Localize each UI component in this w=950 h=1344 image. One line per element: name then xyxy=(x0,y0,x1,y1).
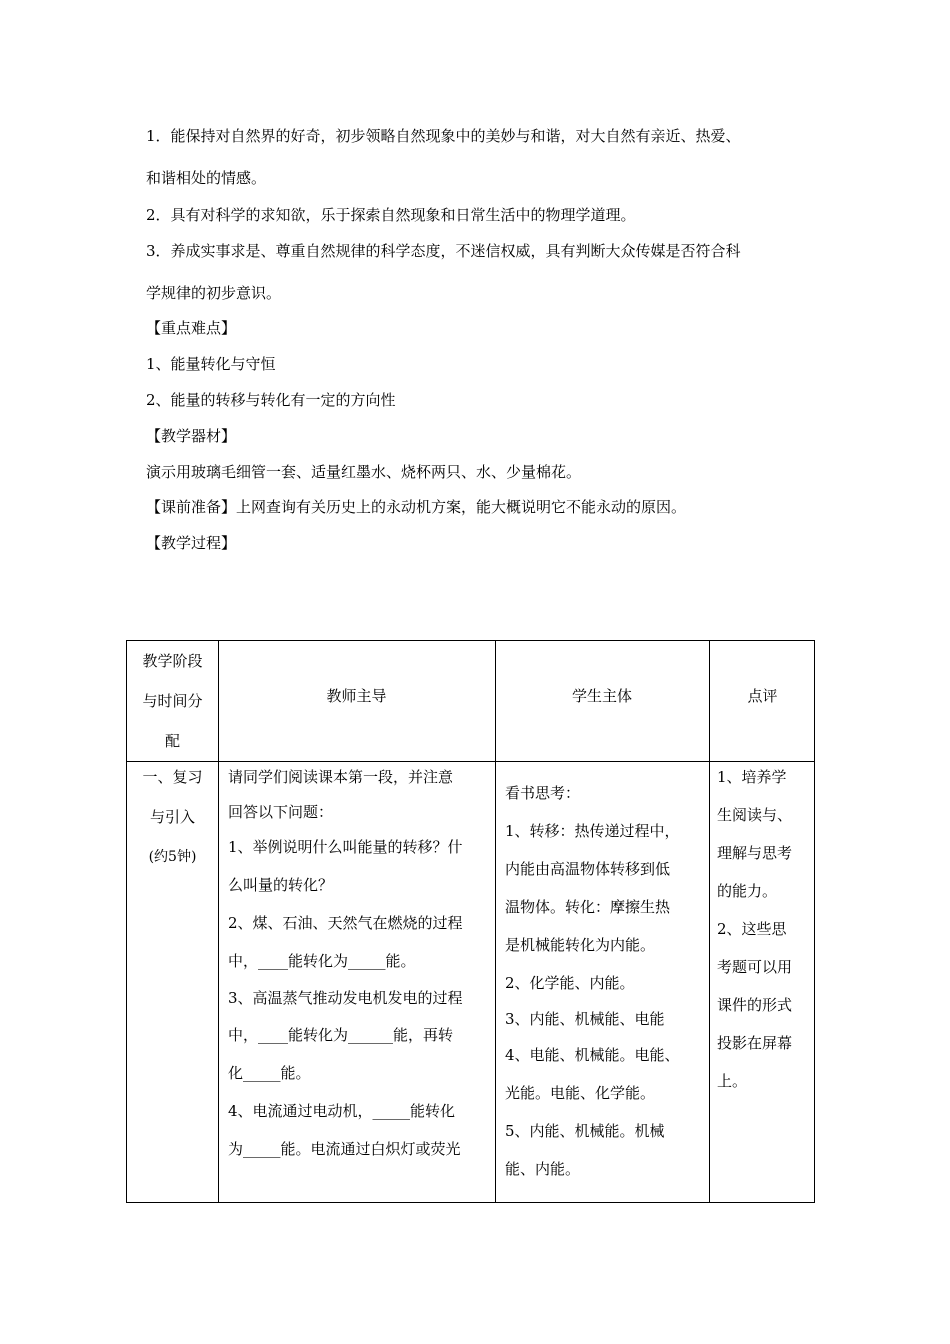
student-line: 2、化学能、内能。 xyxy=(505,974,635,992)
student-line: 能、内能。 xyxy=(505,1160,581,1178)
header-teacher: 教师主导 xyxy=(326,687,387,705)
heading-key-points: 【重点难点】 xyxy=(146,319,237,337)
teacher-line: 中，____能转化为______能，再转 xyxy=(228,1026,454,1044)
student-line: 温物体。转化：摩擦生热 xyxy=(505,898,671,916)
teacher-line: 化_____能。 xyxy=(228,1064,311,1082)
key-point-1: 1、能量转化与守恒 xyxy=(146,355,276,373)
key-point-2: 2、能量的转移与转化有一定的方向性 xyxy=(146,391,396,409)
teacher-line: 回答以下问题： xyxy=(228,803,334,821)
teacher-line: 1、举例说明什么叫能量的转移？什 xyxy=(228,838,463,856)
header-stage-line: 与时间分 xyxy=(142,692,203,710)
objective-line-1: 1．能保持对自然界的好奇，初步领略自然现象中的美妙与和谐，对大自然有亲近、热爱、 xyxy=(146,127,741,145)
teacher-line: 为_____能。电流通过白炽灯或荧光 xyxy=(228,1140,461,1158)
student-line: 4、电能、机械能。电能、 xyxy=(505,1046,680,1064)
equipment-text: 演示用玻璃毛细管一套、适量红墨水、烧杯两只、水、少量棉花。 xyxy=(146,463,582,481)
lesson-table xyxy=(126,640,815,1203)
objective-line-2: 和谐相处的情感。 xyxy=(146,169,267,187)
header-stage-cell xyxy=(127,651,218,771)
header-stage-line: 教学阶段 xyxy=(142,652,203,670)
comment-line: 课件的形式 xyxy=(717,996,793,1014)
header-stage-line: 配 xyxy=(164,732,180,750)
teacher-cell xyxy=(228,767,490,1177)
teacher-line: 中，____能转化为_____能。 xyxy=(228,952,416,970)
objective-line-4: 3．养成实事求是、尊重自然规律的科学态度，不迷信权威，具有判断大众传媒是否符合科 xyxy=(146,242,741,260)
objective-line-3: 2．具有对科学的求知欲，乐于探索自然现象和日常生活中的物理学道理。 xyxy=(146,206,636,224)
teacher-line: 4、电流通过电动机，_____能转化 xyxy=(228,1102,456,1120)
student-line: 1、转移：热传递过程中， xyxy=(505,822,680,840)
teacher-line: 么叫量的转化？ xyxy=(228,876,334,894)
comment-line: 考题可以用 xyxy=(717,958,793,976)
teacher-line: 请同学们阅读课本第一段，并注意 xyxy=(228,768,454,786)
stage-line: (约5钟) xyxy=(148,849,197,865)
header-student: 学生主体 xyxy=(571,687,632,705)
comment-line: 理解与思考 xyxy=(717,844,793,862)
table-divider xyxy=(495,641,496,1202)
teacher-line: 2、煤、石油、天然气在燃烧的过程 xyxy=(228,914,463,932)
student-line: 是机械能转化为内能。 xyxy=(505,936,656,954)
comment-line: 上。 xyxy=(717,1072,748,1090)
student-line: 5、内能、机械能。机械 xyxy=(505,1122,665,1140)
comment-line: 生阅读与、 xyxy=(717,806,793,824)
student-line: 看书思考： xyxy=(505,784,581,802)
table-divider xyxy=(709,641,710,1202)
comment-line: 1、培养学 xyxy=(717,768,787,786)
stage-cell xyxy=(127,767,218,887)
student-cell xyxy=(505,783,705,1197)
stage-line: 一、复习 xyxy=(142,768,203,786)
stage-line: 与引入 xyxy=(149,808,195,826)
comment-line: 的能力。 xyxy=(717,882,778,900)
heading-process: 【教学过程】 xyxy=(146,534,237,552)
student-line: 内能由高温物体转移到低 xyxy=(505,860,671,878)
preparation-text: 【课前准备】上网查询有关历史上的永动机方案，能大概说明它不能永动的原因。 xyxy=(146,498,687,516)
comment-line: 投影在屏幕 xyxy=(717,1034,793,1052)
comment-cell xyxy=(717,767,812,1109)
heading-equipment: 【教学器材】 xyxy=(146,427,237,445)
table-divider xyxy=(218,641,219,1202)
header-comment: 点评 xyxy=(747,687,778,705)
student-line: 3、内能、机械能、电能 xyxy=(505,1010,665,1028)
table-divider xyxy=(127,761,814,762)
comment-line: 2、这些思 xyxy=(717,920,787,938)
teacher-line: 3、高温蒸气推动发电机发电的过程 xyxy=(228,989,463,1007)
objective-line-5: 学规律的初步意识。 xyxy=(146,284,282,302)
student-line: 光能。电能、化学能。 xyxy=(505,1084,656,1102)
